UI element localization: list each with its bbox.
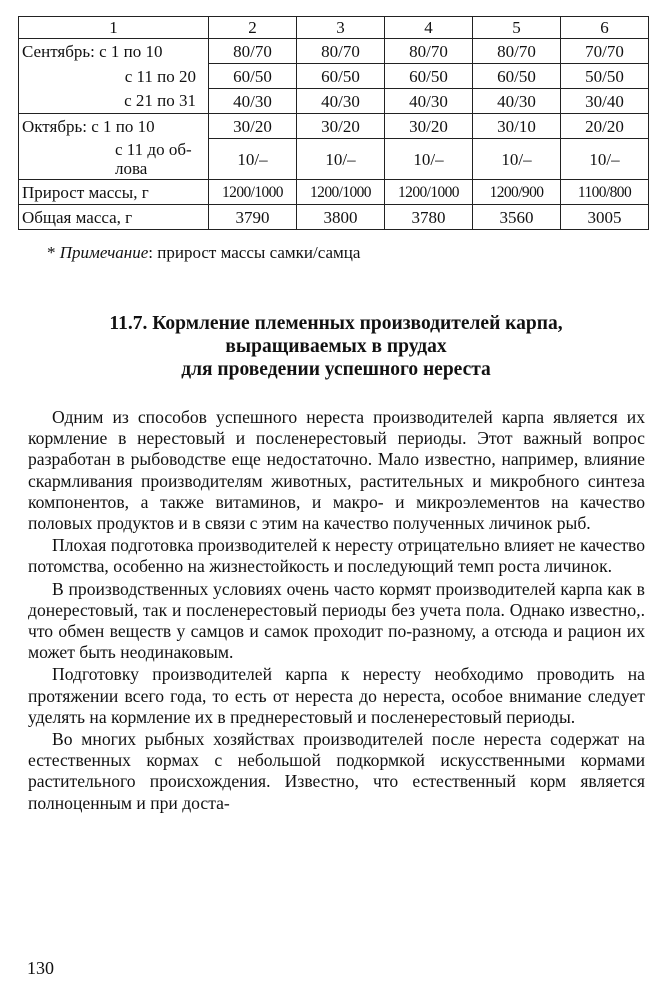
table-cell: 80/70 <box>209 39 297 64</box>
table-cell: 1200/1000 <box>385 180 473 205</box>
feeding-table <box>18 16 649 230</box>
table-cell: 80/70 <box>385 39 473 64</box>
table-cell: 30/20 <box>209 114 297 139</box>
table-cell: 30/40 <box>561 89 649 114</box>
table-row <box>19 64 649 89</box>
table-cell: 80/70 <box>297 39 385 64</box>
table-row <box>19 139 649 180</box>
table-cell: 1200/1000 <box>297 180 385 205</box>
page-number: 130 <box>27 958 54 978</box>
header-cell: 5 <box>473 17 561 39</box>
table-cell: 60/50 <box>473 64 561 89</box>
table-row <box>19 39 649 64</box>
paragraph: В производственных условиях очень часто кормят производителей карпа как в донерестовый, так и посленерестовый периоды без учета пола. Однако известно,. что обмен веществ у самцов и самок проходит по-разному, а отсюда и рацион их может быть неодинаковым. <box>28 578 645 663</box>
table-cell: 40/30 <box>297 89 385 114</box>
table-cell: 3800 <box>297 205 385 230</box>
table-cell: 30/10 <box>473 114 561 139</box>
table-cell: 10/– <box>385 139 473 180</box>
table-cell: 3005 <box>561 205 649 230</box>
table-cell: 10/– <box>297 139 385 180</box>
section-heading <box>30 312 642 381</box>
table-cell: 10/– <box>561 139 649 180</box>
header-cell: 1 <box>19 17 209 39</box>
footnote-text: : прирост массы самки/самца <box>148 243 361 262</box>
paragraph: Плохая подготовка производителей к нересту отрицательно влияет не качество потомства, особенно на жизнестойкость и последующий темп роста личинок. <box>28 535 645 577</box>
paragraph: Одним из способов успешного нереста производителей карпа является их кормление в нерестовый и посленерестовый периоды. Этот важный вопрос разработан в рыбоводстве еще недостаточно. Мало известно, например, влияние скармливания производителям животных, растительных и микробного синтеза компонентов, а также витаминов, и макро- и микроэлементов на качество половых продуктов и в связи с этим на качество полученных личинок рыб. <box>28 407 645 534</box>
footnote-label: Примечание <box>59 243 149 262</box>
table-cell: 40/30 <box>385 89 473 114</box>
paragraph: Во многих рыбных хозяйствах производителей после нереста содержат на естественных кормах с небольшой подкормкой искусственными кормами растительного происхождения. Известно, что естественный корм является полноценным и при доста- <box>28 729 645 813</box>
body-text <box>28 407 645 814</box>
table-cell: 3790 <box>209 205 297 230</box>
header-cell: 2 <box>209 17 297 39</box>
heading-line: 11.7. Кормление племенных производителей карпа, <box>109 313 563 334</box>
table-row <box>19 180 649 205</box>
header-cell: 3 <box>297 17 385 39</box>
table-row <box>19 205 649 230</box>
table-cell: 60/50 <box>209 64 297 89</box>
row-label: Сентябрь: с 1 по 10 <box>19 39 209 64</box>
row-label: Прирост массы, г <box>19 180 209 205</box>
table-cell: 70/70 <box>561 39 649 64</box>
table-footnote <box>47 243 360 263</box>
table-cell: 50/50 <box>561 64 649 89</box>
heading-line: выращиваемых в прудах <box>225 336 447 357</box>
row-label: с 11 по 20 <box>19 64 209 89</box>
table-cell: 1200/1000 <box>209 180 297 205</box>
table-cell: 40/30 <box>473 89 561 114</box>
table-cell: 30/20 <box>385 114 473 139</box>
header-cell: 6 <box>561 17 649 39</box>
table-row <box>19 89 649 114</box>
table-cell: 30/20 <box>297 114 385 139</box>
row-label: Октябрь: с 1 по 10 <box>19 114 209 139</box>
table-cell: 40/30 <box>209 89 297 114</box>
paragraph: Подготовку производителей карпа к нересту необходимо проводить на протяжении всего года, то есть от нереста до нереста, особое внимание следует уделять на кормление их в преднерестовый и посленерестовый периоды. <box>28 664 645 727</box>
data-table-container <box>18 16 648 230</box>
table-cell: 1200/900 <box>473 180 561 205</box>
table-cell: 80/70 <box>473 39 561 64</box>
table-cell: 60/50 <box>385 64 473 89</box>
row-label: с 21 по 31 <box>19 89 209 114</box>
header-cell: 4 <box>385 17 473 39</box>
table-cell: 1100/800 <box>561 180 649 205</box>
table-cell: 20/20 <box>561 114 649 139</box>
row-label: Общая масса, г <box>19 205 209 230</box>
footnote-marker: * <box>47 243 60 262</box>
table-cell: 3780 <box>385 205 473 230</box>
heading-line: для проведении успешного нереста <box>181 359 491 380</box>
table-cell: 10/– <box>473 139 561 180</box>
row-label: с 11 до об-лова <box>19 139 209 180</box>
table-row <box>19 114 649 139</box>
table-header-row <box>19 17 649 39</box>
table-cell: 60/50 <box>297 64 385 89</box>
table-cell: 3560 <box>473 205 561 230</box>
table-cell: 10/– <box>209 139 297 180</box>
